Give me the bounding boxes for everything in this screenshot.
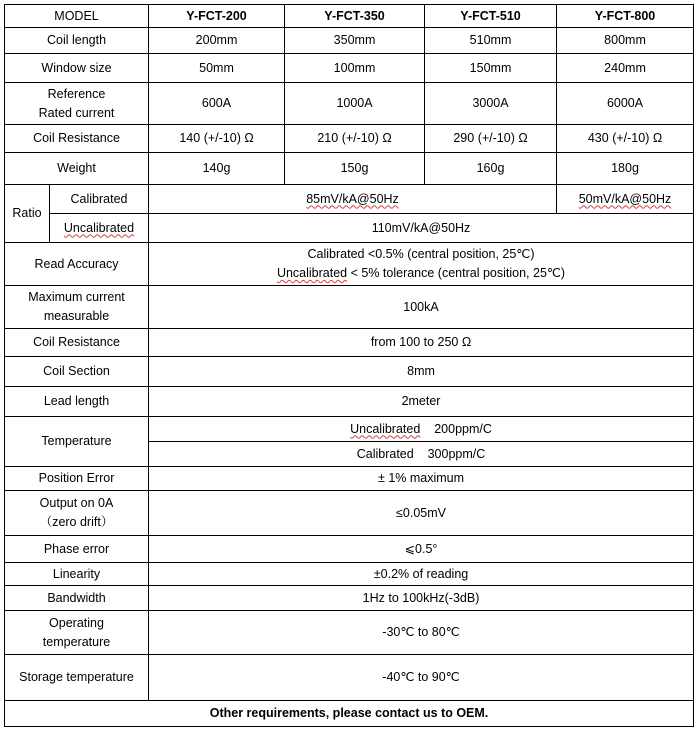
model-y-fct-510: Y-FCT-510 bbox=[425, 5, 557, 28]
weight-value: 150g bbox=[285, 153, 425, 185]
phase-error-row bbox=[5, 536, 694, 563]
coil-length-value: 510mm bbox=[425, 28, 557, 54]
ratio-uncalibrated-row bbox=[5, 214, 694, 243]
weight-value: 180g bbox=[557, 153, 694, 185]
position-error-row bbox=[5, 467, 694, 491]
window-size-value: 150mm bbox=[425, 54, 557, 83]
coil-length-value: 200mm bbox=[149, 28, 285, 54]
window-size-value: 100mm bbox=[285, 54, 425, 83]
coil-section-label: Coil Section bbox=[5, 357, 149, 387]
lead-length-label: Lead length bbox=[5, 387, 149, 417]
operating-temp-label-line2: temperature bbox=[42, 634, 111, 649]
rated-current-value: 6000A bbox=[557, 83, 694, 125]
max-current-label bbox=[5, 286, 149, 329]
output-zero-label-line2: （zero drift） bbox=[39, 515, 114, 529]
temperature-label: Temperature bbox=[5, 417, 149, 467]
read-accuracy-label: Read Accuracy bbox=[5, 243, 149, 286]
coil-section-value: 8mm bbox=[149, 357, 694, 387]
coil-resistance-label: Coil Resistance bbox=[5, 329, 149, 357]
output-zero-label-line1: Output on 0A bbox=[39, 496, 114, 510]
coil-length-label: Coil length bbox=[5, 28, 149, 54]
operating-temp-row bbox=[5, 611, 694, 655]
position-error-value: ± 1% maximum bbox=[149, 467, 694, 491]
read-accuracy-value bbox=[149, 243, 694, 286]
bandwidth-value: 1Hz to 100kHz(-3dB) bbox=[149, 586, 694, 611]
temperature-cal-value bbox=[149, 442, 694, 467]
output-zero-label bbox=[5, 491, 149, 536]
weight-label: Weight bbox=[5, 153, 149, 185]
phase-error-value: ⩽0.5° bbox=[149, 536, 694, 563]
read-accuracy-line2-rest: < 5% tolerance (central position, 25℃) bbox=[347, 266, 566, 280]
window-size-value: 240mm bbox=[557, 54, 694, 83]
weight-row bbox=[5, 153, 694, 185]
read-accuracy-line2 bbox=[152, 264, 690, 283]
read-accuracy-line1: Calibrated <0.5% (central position, 25℃) bbox=[307, 247, 535, 261]
footer-note: Other requirements, please contact us to OEM. bbox=[5, 701, 694, 727]
ratio-uncalibrated-value: 110mV/kA@50Hz bbox=[149, 214, 694, 243]
coil-length-row bbox=[5, 28, 694, 54]
temperature-uncal-word: Uncalibrated bbox=[350, 421, 421, 436]
ratio-uncalibrated-label bbox=[50, 214, 149, 243]
storage-temp-label: Storage temperature bbox=[5, 655, 149, 701]
coil-resistance-value: from 100 to 250 Ω bbox=[149, 329, 694, 357]
output-zero-value: ≤0.05mV bbox=[149, 491, 694, 536]
rated-current-value: 1000A bbox=[285, 83, 425, 125]
linearity-label: Linearity bbox=[5, 563, 149, 586]
ratio-calibrated-label: Calibrated bbox=[50, 185, 149, 214]
storage-temp-row bbox=[5, 655, 694, 701]
rated-current-label-line2: Rated current bbox=[38, 105, 115, 120]
ratio-calibrated-row bbox=[5, 185, 694, 214]
max-current-row bbox=[5, 286, 694, 329]
lead-length-row bbox=[5, 387, 694, 417]
model-y-fct-200: Y-FCT-200 bbox=[149, 5, 285, 28]
read-accuracy-row bbox=[5, 243, 694, 286]
ratio-uncalibrated-label-text: Uncalibrated bbox=[63, 220, 135, 235]
linearity-value: ±0.2% of reading bbox=[149, 563, 694, 586]
max-current-value: 100kA bbox=[149, 286, 694, 329]
coil-resistance-value: 430 (+/-10) Ω bbox=[557, 125, 694, 153]
temperature-uncal-row bbox=[5, 417, 694, 442]
phase-error-label: Phase error bbox=[5, 536, 149, 563]
coil-section-row bbox=[5, 357, 694, 387]
coil-resistance-value: 140 (+/-10) Ω bbox=[149, 125, 285, 153]
rated-current-label-line1: Reference bbox=[47, 86, 106, 101]
weight-value: 140g bbox=[149, 153, 285, 185]
linearity-row bbox=[5, 563, 694, 586]
max-current-label-line1: Maximum current bbox=[28, 290, 125, 304]
coil-resistance-models-label: Coil Resistance bbox=[5, 125, 149, 153]
coil-length-value: 800mm bbox=[557, 28, 694, 54]
storage-temp-value: -40℃ to 90℃ bbox=[149, 655, 694, 701]
coil-length-value: 350mm bbox=[285, 28, 425, 54]
bandwidth-label: Bandwidth bbox=[5, 586, 149, 611]
model-label: MODEL bbox=[5, 5, 149, 28]
model-y-fct-350: Y-FCT-350 bbox=[285, 5, 425, 28]
ratio-calibrated-value-a-text: 85mV/kA@50Hz bbox=[306, 191, 399, 206]
weight-value: 160g bbox=[425, 153, 557, 185]
lead-length-value: 2meter bbox=[149, 387, 694, 417]
position-error-label: Position Error bbox=[5, 467, 149, 491]
ratio-calibrated-value-a bbox=[149, 185, 557, 214]
model-y-fct-800: Y-FCT-800 bbox=[557, 5, 694, 28]
spec-table bbox=[4, 4, 694, 727]
window-size-row bbox=[5, 54, 694, 83]
coil-resistance-value: 290 (+/-10) Ω bbox=[425, 125, 557, 153]
temperature-uncal-value bbox=[149, 417, 694, 442]
temperature-cal-word: Calibrated bbox=[356, 446, 414, 461]
rated-current-row bbox=[5, 83, 694, 125]
ratio-label: Ratio bbox=[5, 185, 50, 243]
footer-row bbox=[5, 701, 694, 727]
window-size-value: 50mm bbox=[149, 54, 285, 83]
operating-temp-label-line1: Operating bbox=[49, 615, 104, 630]
coil-resistance-models-row bbox=[5, 125, 694, 153]
rated-current-value: 600A bbox=[149, 83, 285, 125]
coil-resistance-value: 210 (+/-10) Ω bbox=[285, 125, 425, 153]
coil-resistance-row bbox=[5, 329, 694, 357]
output-zero-row bbox=[5, 491, 694, 536]
rated-current-value: 3000A bbox=[425, 83, 557, 125]
operating-temp-value: -30℃ to 80℃ bbox=[149, 611, 694, 655]
ratio-calibrated-value-b-text: 50mV/kA@50Hz bbox=[578, 191, 672, 206]
operating-temp-label bbox=[5, 611, 149, 655]
window-size-label: Window size bbox=[5, 54, 149, 83]
temperature-uncal-ppm: 200ppm/C bbox=[434, 421, 492, 436]
header-row bbox=[5, 5, 694, 28]
rated-current-label bbox=[5, 83, 149, 125]
max-current-label-line2: measurable bbox=[43, 309, 110, 323]
bandwidth-row bbox=[5, 586, 694, 611]
temperature-cal-ppm: 300ppm/C bbox=[427, 446, 486, 461]
ratio-calibrated-value-b bbox=[557, 185, 694, 214]
read-accuracy-uncalibrated-word: Uncalibrated bbox=[276, 266, 348, 280]
